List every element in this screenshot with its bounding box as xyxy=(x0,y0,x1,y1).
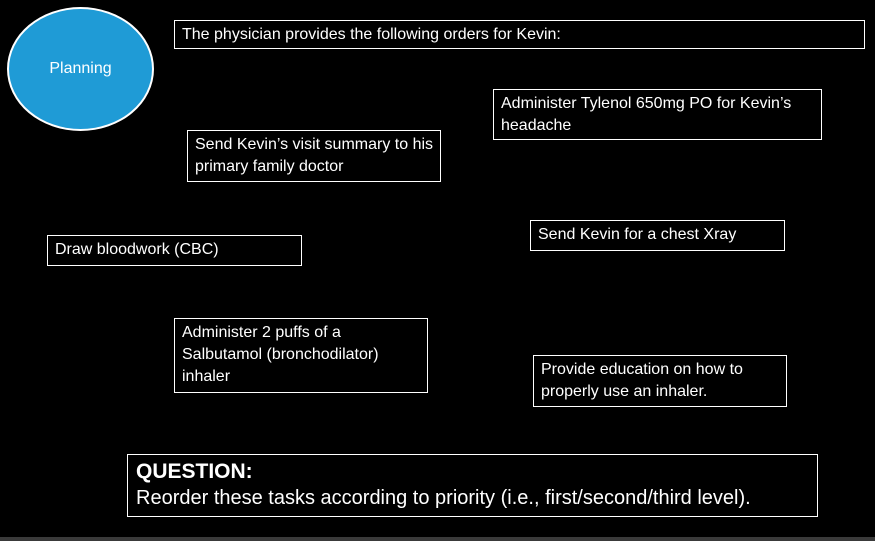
task-visit-summary-text: Send Kevin’s visit summary to his primary family doctor xyxy=(195,136,434,175)
question-text: Reorder these tasks according to priority (i.e., first/second/third level). xyxy=(136,487,751,509)
task-bloodwork[interactable] xyxy=(47,235,302,266)
task-chest-xray-text: Send Kevin for a chest Xray xyxy=(538,226,737,243)
bottom-divider xyxy=(0,537,875,541)
task-tylenol-text: Administer Tylenol 650mg PO for Kevin’s headache xyxy=(501,95,792,134)
orders-intro-text: The physician provides the following orders for Kevin: xyxy=(182,26,561,43)
task-chest-xray[interactable] xyxy=(530,220,785,251)
task-tylenol[interactable] xyxy=(493,89,822,140)
planning-badge xyxy=(7,7,154,131)
task-salbutamol[interactable] xyxy=(174,318,428,393)
planning-label: Planning xyxy=(49,60,112,77)
task-salbutamol-text: Administer 2 puffs of a Salbutamol (bronchodilator) inhaler xyxy=(182,324,379,385)
question-title: QUESTION: xyxy=(136,460,253,483)
orders-intro-box xyxy=(174,20,865,49)
task-inhaler-education-text: Provide education on how to properly use an inhaler. xyxy=(541,361,743,400)
task-inhaler-education[interactable] xyxy=(533,355,787,407)
question-box xyxy=(127,454,818,517)
task-visit-summary[interactable] xyxy=(187,130,441,182)
task-bloodwork-text: Draw bloodwork (CBC) xyxy=(55,241,219,258)
